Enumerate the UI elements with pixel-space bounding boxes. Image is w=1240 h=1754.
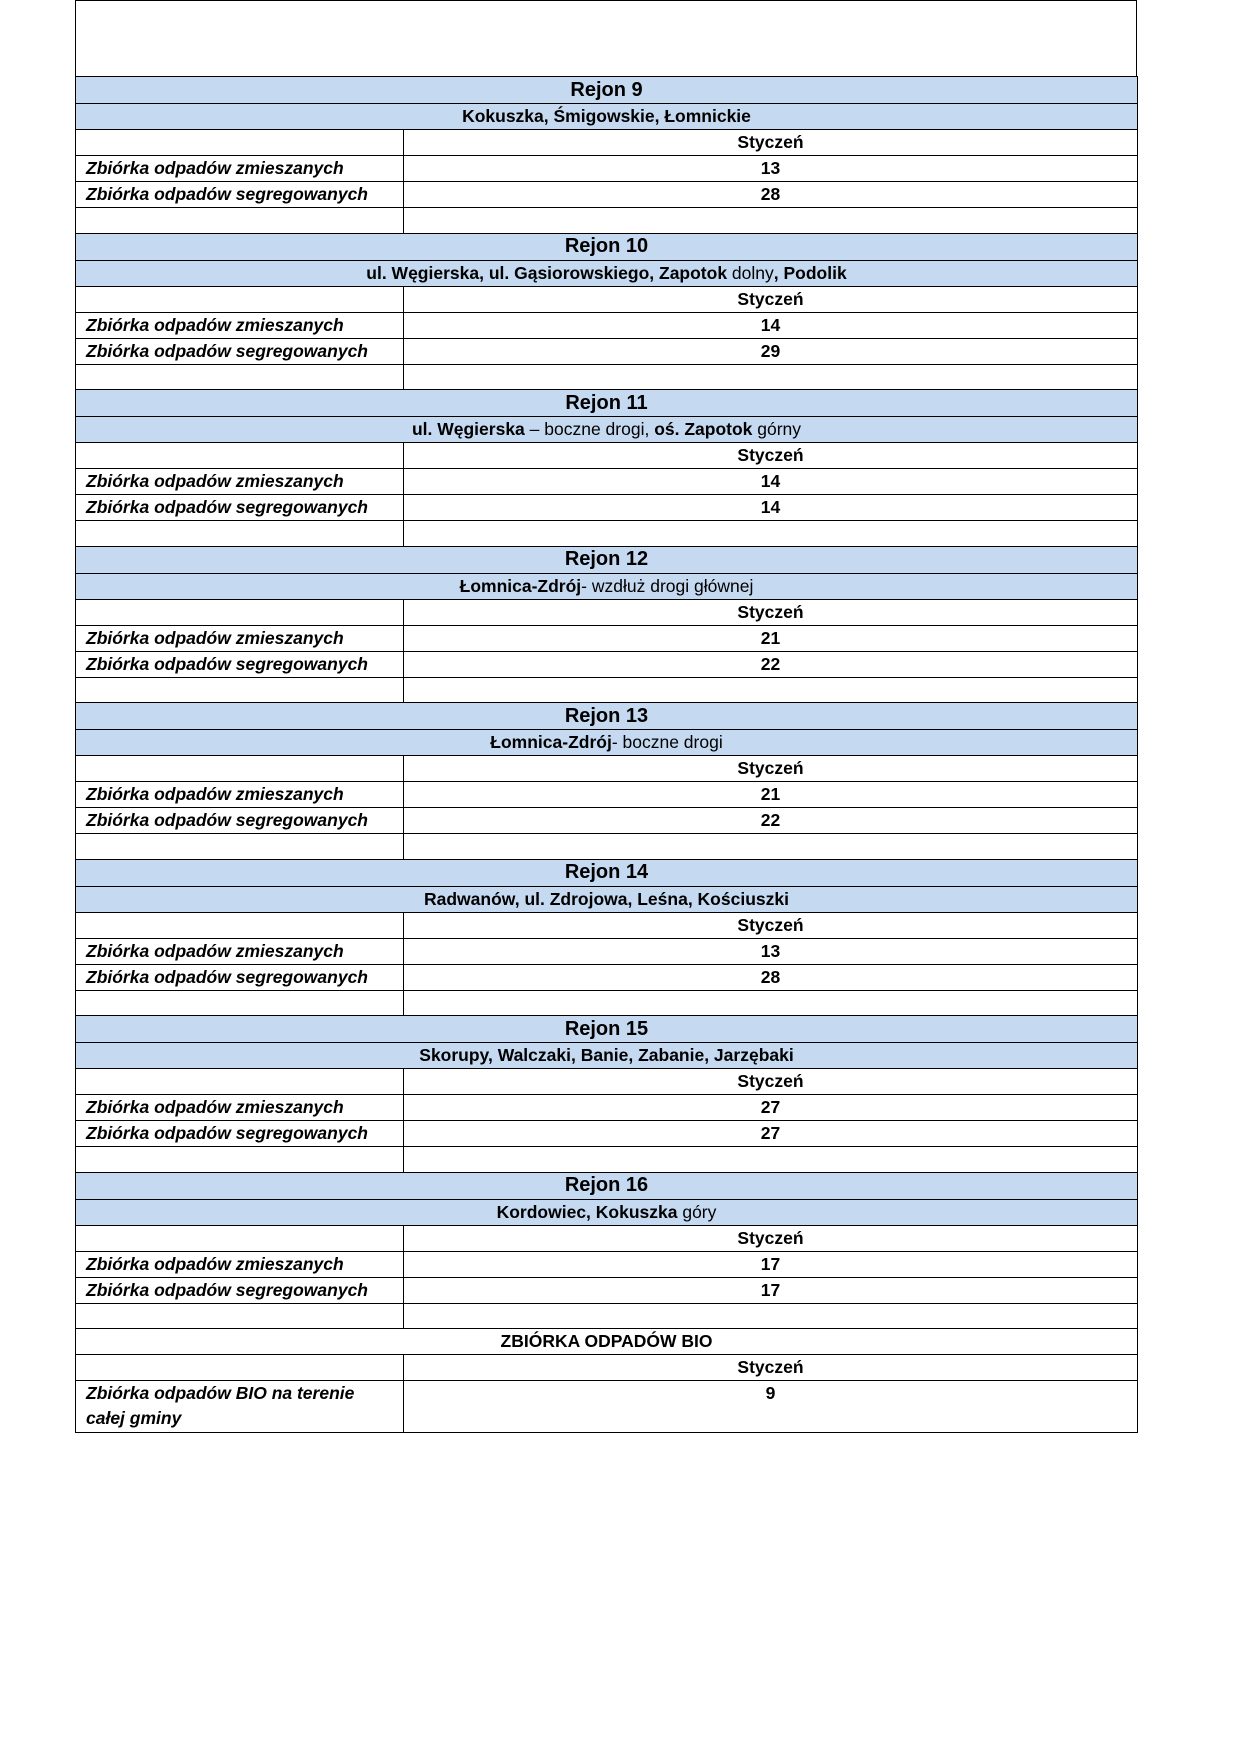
region-area [76, 886, 1138, 912]
mixed-waste-row [76, 312, 1138, 338]
separator-row [76, 208, 1138, 234]
region-area-segment: Łomnica-Zdrój [490, 732, 612, 752]
segregated-waste-row [76, 1121, 1138, 1147]
month-label: Styczeń [404, 130, 1138, 156]
segregated-waste-day: 28 [404, 182, 1138, 208]
month-row [76, 130, 1138, 156]
region-title: Rejon 13 [76, 703, 1138, 730]
region-area-row [76, 886, 1138, 912]
mixed-waste-row [76, 782, 1138, 808]
mixed-waste-label: Zbiórka odpadów zmieszanych [76, 782, 404, 808]
segregated-waste-label: Zbiórka odpadów segregowanych [76, 182, 404, 208]
month-label: Styczeń [404, 443, 1138, 469]
region-area-segment: - wzdłuż drogi głównej [581, 575, 754, 596]
empty-cell [404, 1147, 1138, 1173]
segregated-waste-label: Zbiórka odpadów segregowanych [76, 964, 404, 990]
region-title-row [76, 77, 1138, 104]
collection-schedule-table [75, 76, 1138, 1433]
separator-row [76, 1303, 1138, 1329]
segregated-waste-day: 27 [404, 1121, 1138, 1147]
region-area-row [76, 417, 1138, 443]
region-area-segment: , Podolik [773, 262, 847, 283]
region-area-row [76, 573, 1138, 599]
segregated-waste-day: 22 [404, 808, 1138, 834]
separator-row [76, 521, 1138, 547]
empty-cell [76, 599, 404, 625]
segregated-waste-day: 22 [404, 651, 1138, 677]
segregated-waste-row [76, 808, 1138, 834]
empty-cell [404, 834, 1138, 860]
region-title-row [76, 390, 1138, 417]
mixed-waste-row [76, 1251, 1138, 1277]
mixed-waste-label: Zbiórka odpadów zmieszanych [76, 938, 404, 964]
region-area-segment: dolny [731, 262, 774, 283]
empty-cell [76, 130, 404, 156]
month-row [76, 443, 1138, 469]
region-title: Rejon 12 [76, 546, 1138, 573]
region-title: Rejon 10 [76, 233, 1138, 260]
region-area [76, 1043, 1138, 1069]
segregated-waste-day: 28 [404, 964, 1138, 990]
segregated-waste-label: Zbiórka odpadów segregowanych [76, 651, 404, 677]
separator-row [76, 677, 1138, 703]
segregated-waste-label: Zbiórka odpadów segregowanych [76, 1277, 404, 1303]
mixed-waste-label: Zbiórka odpadów zmieszanych [76, 1251, 404, 1277]
empty-cell [76, 912, 404, 938]
month-label: Styczeń [404, 1069, 1138, 1095]
region-area-row [76, 730, 1138, 756]
segregated-waste-row [76, 651, 1138, 677]
empty-cell [76, 521, 404, 547]
month-label: Styczeń [404, 1225, 1138, 1251]
region-area-segment: góry [682, 1201, 717, 1222]
region-title: Rejon 11 [76, 390, 1138, 417]
segregated-waste-day: 14 [404, 495, 1138, 521]
empty-cell [76, 677, 404, 703]
region-area-segment: Kokuszka, Śmigowskie, Łomnickie [462, 106, 751, 126]
region-area [76, 104, 1138, 130]
region-title: Rejon 14 [76, 859, 1138, 886]
region-title-row [76, 233, 1138, 260]
segregated-waste-row [76, 495, 1138, 521]
region-area [76, 730, 1138, 756]
empty-cell [76, 834, 404, 860]
segregated-waste-day: 29 [404, 338, 1138, 364]
month-row [76, 1225, 1138, 1251]
separator-row [76, 990, 1138, 1016]
month-label: Styczeń [404, 286, 1138, 312]
segregated-waste-day: 17 [404, 1277, 1138, 1303]
month-row [76, 912, 1138, 938]
empty-cell [76, 1069, 404, 1095]
empty-cell [76, 990, 404, 1016]
month-row [76, 1069, 1138, 1095]
bio-header: ZBIÓRKA ODPADÓW BIO [76, 1329, 1138, 1355]
segregated-waste-row [76, 182, 1138, 208]
schedule-sheet [75, 0, 1137, 1433]
month-row [76, 1355, 1138, 1381]
separator-row [76, 364, 1138, 390]
region-area-segment: Kordowiec, Kokuszka [496, 1201, 683, 1222]
region-area [76, 417, 1138, 443]
empty-cell [404, 990, 1138, 1016]
mixed-waste-day: 17 [404, 1251, 1138, 1277]
mixed-waste-label: Zbiórka odpadów zmieszanych [76, 156, 404, 182]
region-title: Rejon 9 [76, 77, 1138, 104]
empty-cell [76, 756, 404, 782]
bio-header-row [76, 1329, 1138, 1355]
segregated-waste-label: Zbiórka odpadów segregowanych [76, 495, 404, 521]
region-title: Rejon 15 [76, 1016, 1138, 1043]
empty-cell [76, 1303, 404, 1329]
mixed-waste-row [76, 1095, 1138, 1121]
mixed-waste-row [76, 469, 1138, 495]
region-title-row [76, 1172, 1138, 1199]
region-title: Rejon 16 [76, 1172, 1138, 1199]
region-title-row [76, 859, 1138, 886]
region-area-row [76, 1199, 1138, 1225]
segregated-waste-row [76, 1277, 1138, 1303]
region-area-segment: Łomnica-Zdrój [459, 575, 582, 596]
empty-cell [76, 286, 404, 312]
mixed-waste-day: 14 [404, 469, 1138, 495]
month-label: Styczeń [404, 912, 1138, 938]
region-area-segment: ul. Węgierska [411, 419, 530, 439]
region-area-segment: Radwanów, ul. Zdrojowa, Leśna, Kościuszki [424, 888, 789, 909]
mixed-waste-row [76, 156, 1138, 182]
mixed-waste-row [76, 625, 1138, 651]
region-area-segment: górny [757, 419, 802, 439]
region-area [76, 1199, 1138, 1225]
mixed-waste-day: 13 [404, 938, 1138, 964]
month-label: Styczeń [404, 599, 1138, 625]
empty-cell [76, 1147, 404, 1173]
segregated-waste-label: Zbiórka odpadów segregowanych [76, 1121, 404, 1147]
mixed-waste-label: Zbiórka odpadów zmieszanych [76, 1095, 404, 1121]
region-area-segment: Skorupy, Walczaki, Banie, Zabanie, Jarzębaki [419, 1045, 794, 1065]
region-area-segment: oś. Zapotok [654, 419, 758, 439]
region-area-row [76, 1043, 1138, 1069]
month-label: Styczeń [404, 1355, 1138, 1381]
region-area-segment: – boczne drogi, [529, 419, 655, 439]
mixed-waste-label: Zbiórka odpadów zmieszanych [76, 469, 404, 495]
mixed-waste-day: 14 [404, 312, 1138, 338]
bio-waste-label: Zbiórka odpadów BIO na terenie całej gminy [76, 1381, 404, 1433]
region-title-row [76, 703, 1138, 730]
mixed-waste-day: 27 [404, 1095, 1138, 1121]
month-row [76, 756, 1138, 782]
bio-waste-row [76, 1381, 1138, 1433]
segregated-waste-row [76, 964, 1138, 990]
month-label: Styczeń [404, 756, 1138, 782]
region-area-row [76, 260, 1138, 286]
region-title-row [76, 546, 1138, 573]
mixed-waste-day: 21 [404, 782, 1138, 808]
mixed-waste-label: Zbiórka odpadów zmieszanych [76, 625, 404, 651]
separator-row [76, 834, 1138, 860]
top-empty-cell [75, 0, 1137, 76]
region-area-row [76, 104, 1138, 130]
mixed-waste-day: 21 [404, 625, 1138, 651]
month-row [76, 286, 1138, 312]
bio-waste-day: 9 [404, 1381, 1138, 1433]
mixed-waste-row [76, 938, 1138, 964]
region-area-segment: - boczne drogi [611, 732, 723, 752]
empty-cell [76, 443, 404, 469]
empty-cell [404, 208, 1138, 234]
region-area-segment: ul. Węgierska, ul. Gąsiorowskiego, Zapotok [366, 262, 732, 283]
empty-cell [76, 1355, 404, 1381]
segregated-waste-label: Zbiórka odpadów segregowanych [76, 808, 404, 834]
segregated-waste-row [76, 338, 1138, 364]
mixed-waste-day: 13 [404, 156, 1138, 182]
empty-cell [76, 208, 404, 234]
region-title-row [76, 1016, 1138, 1043]
empty-cell [404, 677, 1138, 703]
mixed-waste-label: Zbiórka odpadów zmieszanych [76, 312, 404, 338]
empty-cell [404, 1303, 1138, 1329]
region-area [76, 573, 1138, 599]
empty-cell [404, 521, 1138, 547]
separator-row [76, 1147, 1138, 1173]
region-area [76, 260, 1138, 286]
empty-cell [404, 364, 1138, 390]
empty-cell [76, 1225, 404, 1251]
segregated-waste-label: Zbiórka odpadów segregowanych [76, 338, 404, 364]
empty-cell [76, 364, 404, 390]
month-row [76, 599, 1138, 625]
